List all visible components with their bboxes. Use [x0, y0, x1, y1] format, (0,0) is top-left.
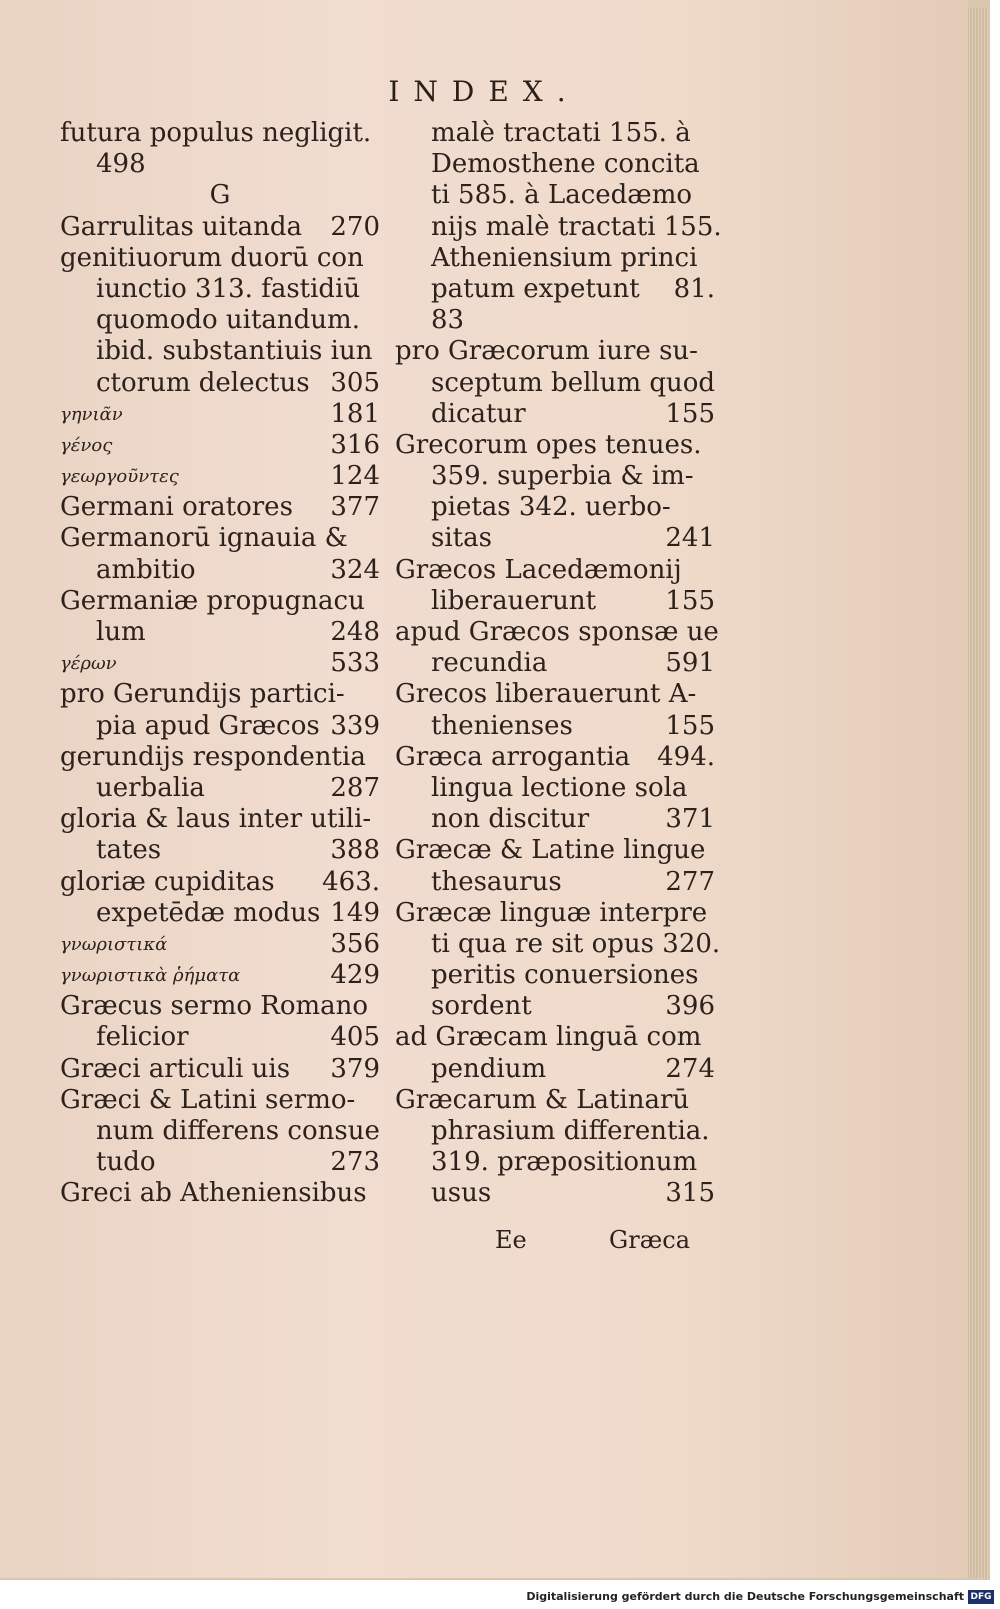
page-number: 273	[330, 1147, 380, 1178]
index-entry-line	[60, 555, 380, 586]
entry-text: peritis conuersiones	[431, 960, 699, 991]
entry-text: Garrulitas uitanda	[60, 211, 302, 242]
entry-text: Græcos Lacedæmonij	[395, 554, 682, 585]
greek-term: γνωριστικά	[60, 933, 168, 955]
index-entry-line	[60, 461, 380, 492]
entry-text: ibid. substantiuis iun	[96, 336, 373, 367]
page-number: 388	[330, 835, 380, 866]
greek-term: γένος	[60, 434, 113, 456]
page-number: 155	[665, 398, 715, 429]
index-entry-line	[60, 835, 380, 866]
entry-text: phrasium differentia.	[431, 1116, 710, 1146]
entry-text: pro Græcorum iure su-	[395, 336, 698, 367]
index-entry-line	[395, 1147, 715, 1178]
index-entry-line	[60, 1147, 380, 1178]
index-entry-line	[60, 212, 380, 243]
page-number: 316	[330, 429, 380, 460]
index-entry-line	[60, 804, 380, 835]
index-entry-line	[395, 742, 715, 773]
index-entry-line	[395, 461, 715, 492]
page-title: INDEX.	[388, 75, 580, 108]
index-entry-line	[60, 960, 380, 991]
index-entry-line	[395, 617, 719, 648]
page-number: 124	[330, 461, 380, 492]
index-entry-line	[395, 928, 721, 960]
entry-text: pendium	[431, 1053, 547, 1084]
page-number: 591	[665, 648, 715, 679]
index-entry-line	[60, 742, 380, 773]
entry-text: sordent	[431, 991, 532, 1022]
footer-bar	[0, 1588, 1000, 1609]
entry-text: ctorum delectus	[96, 367, 310, 398]
greek-term: γνωριστικὰ ῥήματα	[60, 965, 241, 987]
entry-text: gloriæ cupiditas	[60, 866, 275, 897]
entry-text: lingua lectione sola	[431, 772, 688, 803]
page-number: 270	[330, 211, 380, 242]
entry-text: liberauerunt	[431, 585, 597, 616]
entry-text: nijs malè tractati 155.	[431, 211, 722, 242]
index-entry-line	[60, 523, 380, 554]
greek-term: γέρων	[60, 653, 117, 675]
entry-text: pia apud Græcos	[96, 710, 320, 741]
index-entry-line	[60, 399, 380, 430]
entry-text: ti 585. à Lacedæmo	[431, 180, 693, 211]
entry-text: 359. superbia & im-	[431, 461, 694, 492]
page-number: 248	[330, 617, 380, 647]
index-column-right	[395, 118, 722, 1210]
footer-credit: Digitalisierung gefördert durch die Deutsche Forschungsgemeinschaft	[526, 1590, 964, 1603]
page-number: 181	[330, 398, 380, 429]
entry-text: expetēdæ modus	[96, 897, 321, 928]
page-number: 339	[330, 710, 380, 741]
catchword: Græca	[609, 1226, 690, 1254]
page-number: 274	[665, 1053, 715, 1084]
index-entry-line	[395, 149, 715, 180]
index-entry-line	[395, 492, 715, 523]
index-entry-line	[60, 898, 380, 929]
index-entry-line	[60, 274, 380, 305]
index-entry-line	[395, 399, 715, 430]
entry-text: patum expetunt	[431, 273, 640, 304]
entry-text: num differens consue	[96, 1116, 380, 1146]
index-entry-line	[60, 679, 380, 710]
entry-text: Græcæ linguæ interpre	[395, 897, 708, 928]
catchword-line	[495, 1226, 690, 1254]
entry-text: Græcarum & Latinarū	[395, 1084, 690, 1115]
entry-text: recundia	[431, 648, 548, 679]
page-number: 315	[665, 1178, 715, 1209]
page-number: 371	[665, 804, 715, 835]
entry-text: Græca arrogantia	[395, 741, 631, 772]
index-entry-line	[395, 211, 722, 243]
index-entry-line	[395, 835, 715, 866]
entry-text: Germanorū ignauia &	[60, 523, 348, 554]
entry-text: apud Græcos sponsæ ue	[395, 617, 719, 647]
index-entry-line	[395, 898, 715, 929]
page-number: 396	[665, 991, 715, 1022]
index-entry-line	[395, 118, 715, 149]
index-entry-line	[60, 1085, 380, 1116]
entry-text: uerbalia	[96, 772, 205, 803]
entry-text: pro Gerundijs partici-	[60, 679, 345, 710]
entry-text: Græci & Latini sermo-	[60, 1084, 356, 1115]
greek-term: γεωργοῦντες	[60, 466, 179, 488]
page-number: 429	[330, 960, 380, 991]
page-number: 155	[665, 710, 715, 741]
index-column-left	[60, 118, 380, 1210]
entry-text: quomodo uitandum.	[96, 305, 360, 336]
entry-text: 319. præpositionum	[431, 1147, 698, 1178]
index-entry-line	[395, 648, 715, 679]
index-entry-line	[395, 368, 715, 399]
signature-mark: Ee	[495, 1226, 527, 1254]
index-entry-line	[395, 555, 715, 586]
entry-text: Græcæ & Latine lingue	[395, 835, 706, 866]
index-entry-line	[60, 118, 380, 149]
entry-text: Grecos liberauerunt A-	[395, 679, 697, 710]
index-entry-line	[60, 1054, 380, 1085]
index-entry-line	[395, 1085, 715, 1116]
index-entry-line	[60, 336, 380, 367]
index-entry-line	[395, 960, 715, 991]
index-entry-line	[60, 617, 380, 648]
page-number: 324	[330, 554, 380, 585]
index-entry-line	[395, 523, 715, 554]
entry-text: ad Græcam linguā com	[395, 1022, 702, 1053]
index-entry-line	[60, 149, 380, 180]
index-entry-line	[60, 180, 380, 211]
entry-text: lum	[96, 617, 146, 647]
entry-text: tudo	[96, 1147, 156, 1178]
entry-text: pietas 342. uerbo-	[431, 492, 671, 523]
page-edge	[968, 8, 988, 1578]
entry-text: tates	[96, 835, 162, 866]
page-number: 379	[330, 1053, 380, 1084]
index-entry-line	[60, 1022, 380, 1053]
index-entry-line	[395, 586, 715, 617]
entry-text: thesaurus	[431, 866, 562, 897]
page-number: 405	[330, 1022, 380, 1053]
index-entry-line	[395, 991, 715, 1022]
entry-text: Grecorum opes tenues.	[395, 429, 702, 460]
index-entry-line	[60, 586, 380, 617]
entry-text: Demosthene concita	[431, 149, 700, 180]
index-entry-line	[395, 336, 715, 367]
index-entry-line	[395, 243, 715, 274]
index-entry-line	[60, 1178, 380, 1209]
page-number: 149	[330, 897, 380, 928]
index-entry-line	[395, 867, 715, 898]
index-entry-line	[60, 492, 380, 523]
page-number: 494.	[657, 741, 715, 772]
entry-text: iunctio 313. fastidiū	[96, 273, 361, 304]
page-number: 463.	[322, 866, 380, 897]
entry-text: G	[209, 180, 231, 211]
page-number: 533	[330, 648, 380, 679]
entry-text: Græci articuli uis	[60, 1053, 291, 1084]
entry-text: Greci ab Atheniensibus	[60, 1178, 367, 1209]
entry-text: genitiuorum duorū con	[60, 242, 364, 273]
index-entry-line	[395, 180, 715, 211]
entry-text: 498	[96, 149, 146, 180]
index-entry-line	[60, 991, 380, 1022]
page-number: 155	[665, 585, 715, 616]
page-number: 377	[330, 492, 380, 523]
entry-text: ti qua re sit opus 320.	[431, 928, 721, 959]
entry-text: futura populus negligit.	[60, 118, 372, 148]
entry-text: sceptum bellum quod	[431, 367, 716, 398]
entry-text: thenienses	[431, 710, 573, 741]
index-entry-line	[60, 305, 380, 336]
entry-text: Germaniæ propugnacu	[60, 585, 365, 616]
entry-text: non discitur	[431, 804, 590, 835]
index-entry-line	[395, 679, 715, 710]
index-entry-line	[60, 867, 380, 898]
index-entry-line	[60, 430, 380, 461]
dfg-logo-icon: DFG	[968, 1590, 994, 1604]
greek-term: γηνιᾶν	[60, 403, 123, 425]
index-entry-line	[60, 929, 380, 960]
entry-text: gerundijs respondentia	[60, 741, 366, 772]
index-entry-line	[395, 274, 715, 305]
page-number: 305	[330, 367, 380, 398]
index-entry-line	[395, 305, 715, 336]
index-entry-line	[60, 368, 380, 399]
index-entry-line	[60, 648, 380, 679]
entry-text: Græcus sermo Romano	[60, 991, 369, 1022]
page-number: 356	[330, 928, 380, 959]
entry-text: dicatur	[431, 398, 526, 429]
page-number: 277	[665, 866, 715, 897]
index-entry-line	[60, 243, 380, 274]
entry-text: Germani oratores	[60, 492, 293, 523]
index-entry-line	[60, 1116, 380, 1147]
index-entry-line	[395, 1116, 715, 1147]
index-entry-line	[395, 1178, 715, 1209]
page-number: 241	[665, 523, 715, 554]
index-entry-line	[395, 1054, 715, 1085]
index-entry-line	[395, 430, 715, 461]
entry-text: 83	[431, 305, 465, 336]
entry-text: sitas	[431, 523, 492, 554]
index-entry-line	[60, 711, 380, 742]
index-entry-line	[395, 1022, 715, 1053]
page-number: 287	[330, 772, 380, 803]
index-entry-line	[60, 773, 380, 804]
index-entry-line	[395, 773, 715, 804]
index-entry-line	[395, 711, 715, 742]
entry-text: Atheniensium princi	[431, 242, 698, 273]
index-entry-line	[395, 804, 715, 835]
entry-text: malè tractati 155. à	[431, 118, 691, 148]
page-number: 81.	[673, 273, 715, 304]
entry-text: gloria & laus inter utili-	[60, 804, 372, 835]
entry-text: usus	[431, 1178, 492, 1209]
entry-text: ambitio	[96, 554, 196, 585]
entry-text: felicior	[96, 1022, 189, 1053]
